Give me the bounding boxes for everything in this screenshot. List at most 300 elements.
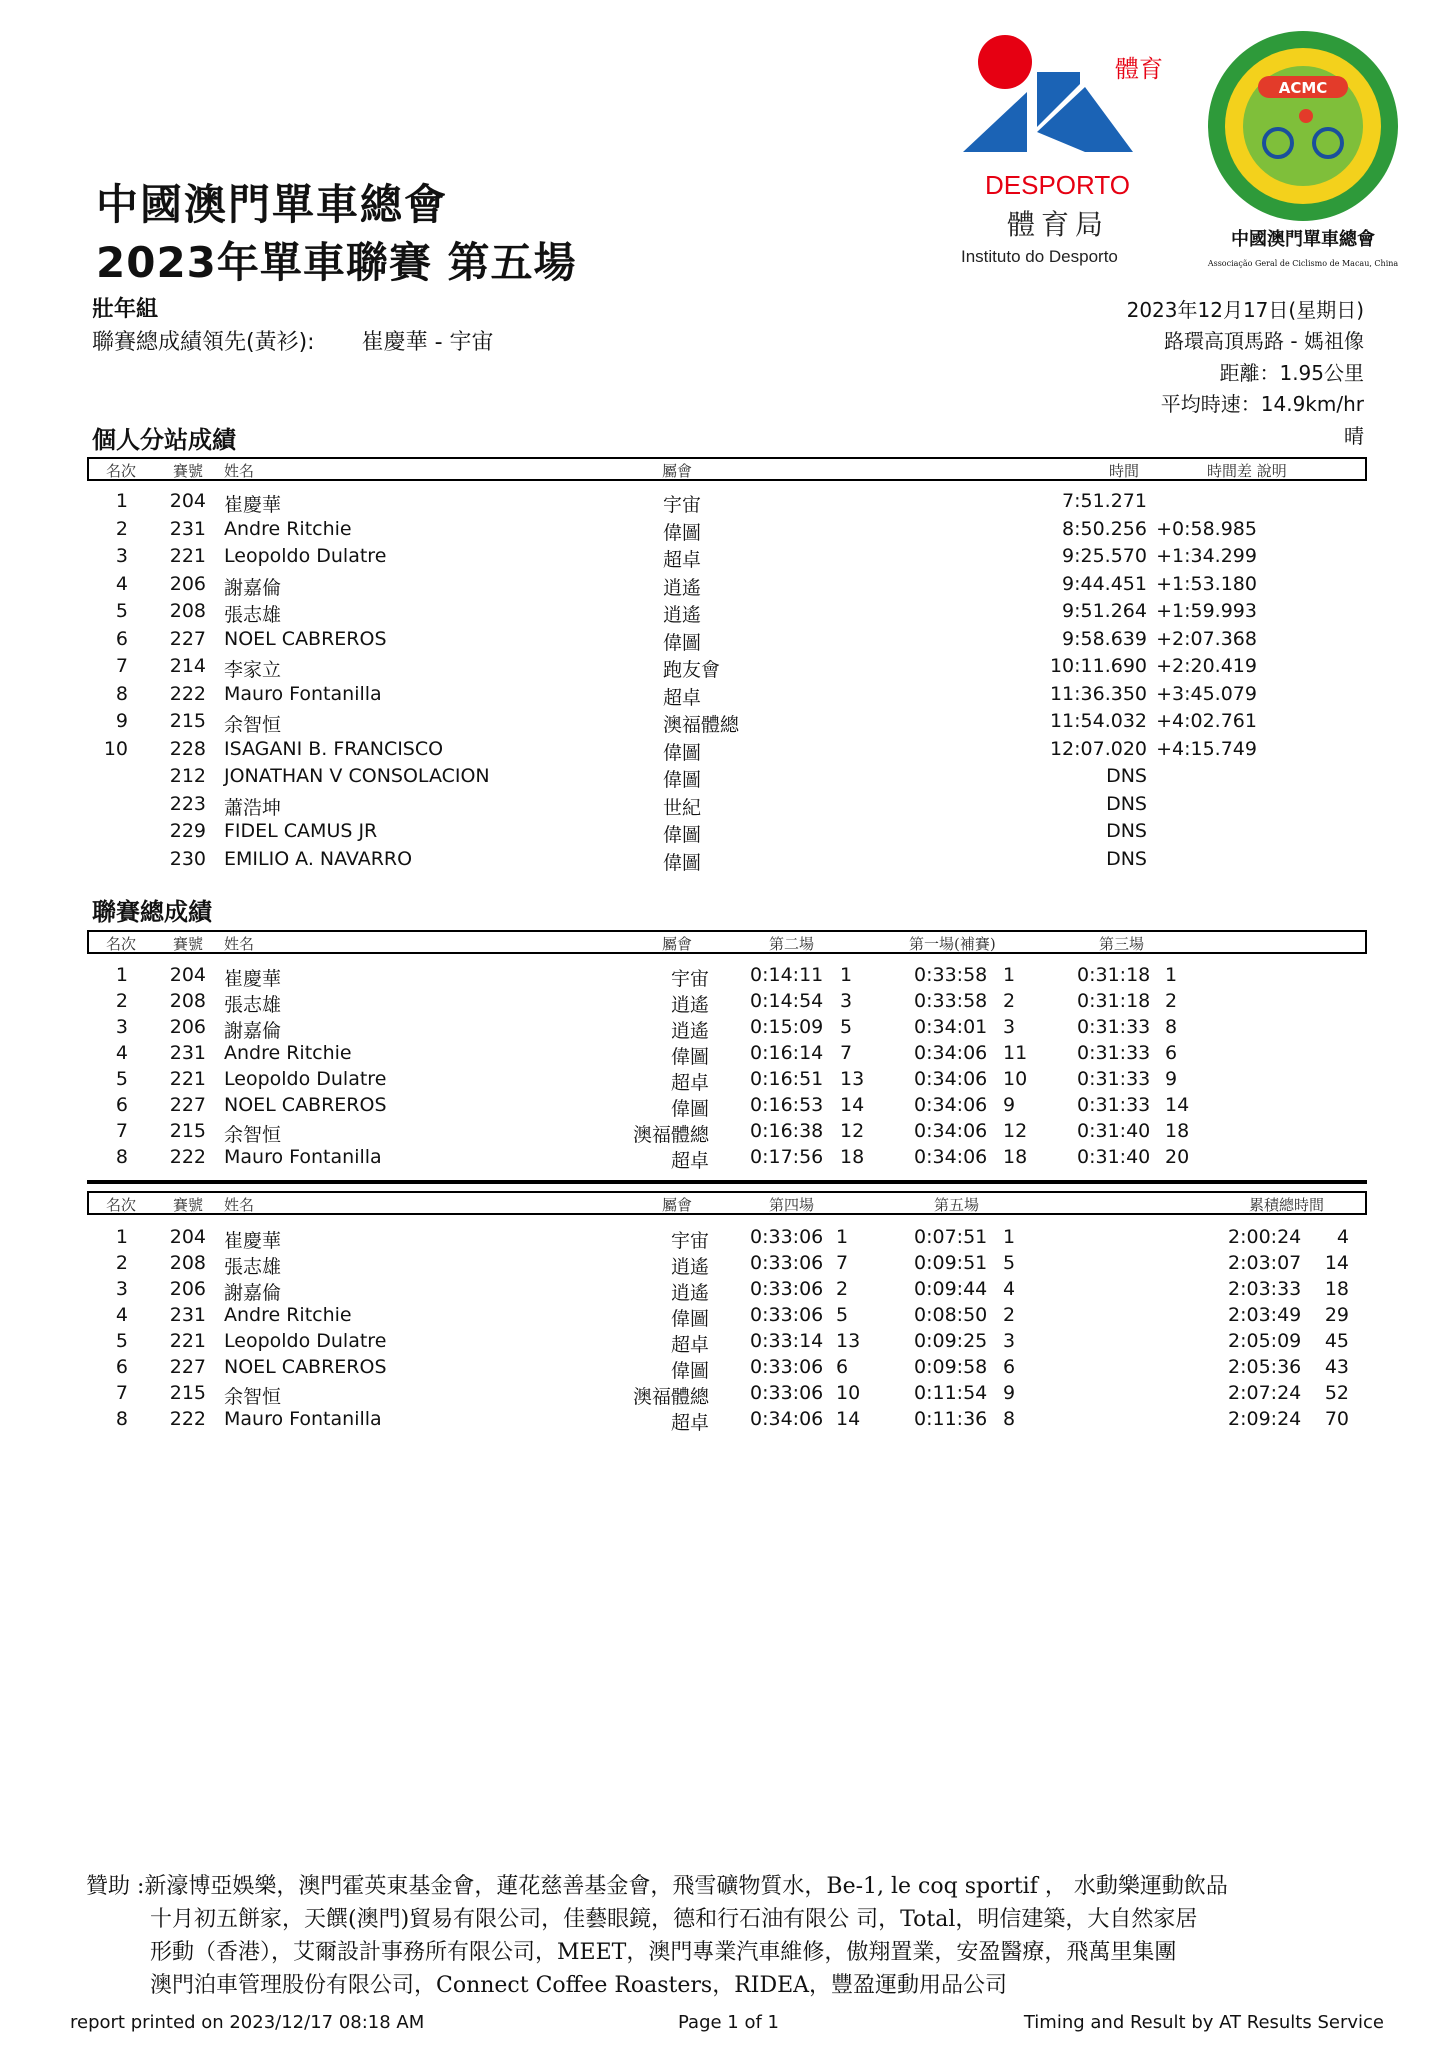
cell-club: 偉圖 [663,521,702,544]
cell-round3-time: 0:31:33 [1077,1068,1151,1090]
col-name: 姓名 [224,1196,255,1214]
cell-round2-place: 18 [840,1146,865,1168]
cell-bib: 231 [169,1042,206,1064]
cell-round5-place: 6 [1003,1356,1016,1378]
cell-time: 11:54.032 [1049,710,1147,732]
cell-round1-time: 0:34:01 [914,1016,988,1038]
cell-round2-time: 0:16:53 [750,1094,824,1116]
col-bib: 賽號 [173,1196,204,1214]
cell-rank: 2 [115,517,128,540]
cell-round2-time: 0:14:54 [750,990,824,1012]
cell-total-time: 2:03:49 [1228,1304,1302,1326]
cell-club: 偉圖 [670,1360,709,1382]
acmc-abbr: ACMC [1278,79,1328,97]
table-row [0,1382,1448,1409]
cell-name: FIDEL CAMUS JR [224,820,378,842]
col-bib: 賽號 [173,935,204,953]
cell-name: Leopoldo Dulatre [224,545,387,567]
cell-club: 超卓 [663,686,702,709]
cell-club: 逍遙 [663,576,702,599]
cell-rank: 9 [115,710,128,732]
sponsor-line: 贊助 :新濠博亞娛樂，澳門霍英東基金會，蓮花慈善基金會，飛雪礦物質水，Be-1, le coq sportif ， 水動樂運動飲品 [86,1874,1228,1899]
cell-round4-time: 0:33:06 [750,1304,824,1326]
cell-rank: 1 [115,490,128,512]
cell-round3-time: 0:31:18 [1077,990,1151,1012]
cell-club: 偉圖 [663,769,702,791]
cell-club: 宇宙 [663,494,702,516]
cell-round4-place: 5 [836,1304,849,1326]
cell-round2-time: 0:15:09 [750,1016,824,1038]
cell-total-time: 2:09:24 [1228,1408,1302,1430]
table-row [0,710,1448,737]
cell-round5-time: 0:07:51 [914,1226,988,1248]
table-row [0,1226,1448,1253]
cell-bib: 204 [169,1226,206,1248]
cell-club: 逍遙 [670,1256,709,1278]
cell-round1-place: 18 [1003,1146,1028,1168]
cell-name: Andre Ritchie [224,1304,352,1326]
table-row [0,1016,1448,1043]
cell-time: 9:44.451 [1062,572,1147,595]
cell-round3-place: 1 [1165,964,1178,986]
race-avg-speed: 平均時速：14.9km/hr [1160,392,1364,416]
cell-bib: 208 [169,600,206,622]
cell-bib: 231 [169,517,206,540]
cell-rank: 6 [115,627,128,650]
cell-bib: 215 [169,1120,206,1142]
desporto-name: DESPORTO [985,170,1130,200]
col-name: 姓名 [224,935,255,953]
cell-total-points: 4 [1336,1226,1349,1248]
age-group: 壯年組 [92,297,159,322]
table-row [0,655,1448,682]
cell-round1-place: 1 [1003,964,1016,986]
cell-round1-time: 0:33:58 [914,964,988,986]
cell-round1-place: 3 [1003,1016,1016,1038]
cell-rank: 4 [115,1042,128,1064]
cell-round2-place: 7 [840,1042,853,1064]
col-bib: 賽號 [173,462,204,480]
cell-bib: 212 [169,765,206,787]
cell-round1-time: 0:34:06 [914,1146,988,1168]
cell-round5-time: 0:11:36 [914,1408,988,1430]
cell-gap: +2:20.419 [1156,655,1257,677]
cell-round2-place: 1 [840,964,853,986]
cell-total-time: 2:00:24 [1228,1226,1302,1248]
cell-time: 7:51.271 [1062,490,1147,512]
cell-round1-place: 10 [1003,1068,1028,1090]
table-row [0,490,1448,517]
cell-club: 逍遙 [663,604,702,626]
cell-club: 超卓 [670,1412,709,1434]
cell-name: 蕭浩坤 [224,796,282,819]
cell-bib: 221 [169,1068,206,1090]
cell-round3-time: 0:31:33 [1077,1042,1151,1064]
cell-bib: 206 [169,572,206,595]
cell-rank: 6 [115,1094,128,1116]
cell-bib: 222 [169,1408,206,1430]
timing-credit: Timing and Result by AT Results Service [1023,2012,1384,2033]
col-total: 累積總時間 [1249,1196,1325,1214]
cell-round5-place: 3 [1003,1330,1016,1352]
cell-time: 12:07.020 [1049,737,1147,760]
cell-round2-place: 12 [840,1120,865,1142]
cell-club: 偉圖 [670,1046,709,1068]
cell-rank: 7 [115,655,128,677]
cell-round4-time: 0:33:06 [750,1278,824,1300]
cell-total-points: 45 [1324,1330,1349,1352]
cell-gap: +1:34.299 [1156,545,1257,567]
cell-gap: +4:15.749 [1156,737,1257,760]
cell-rank: 5 [115,1068,128,1090]
page-number: Page 1 of 1 [678,2012,779,2033]
cell-club: 超卓 [663,549,702,571]
cell-round5-time: 0:09:58 [914,1356,988,1378]
cell-round5-place: 1 [1003,1226,1016,1248]
table-row [0,1042,1448,1069]
cell-round5-place: 4 [1003,1278,1016,1300]
cell-name: Andre Ritchie [224,517,352,540]
cell-round4-time: 0:34:06 [750,1408,824,1430]
table-row [0,1252,1448,1279]
cell-name: Leopoldo Dulatre [224,1330,387,1352]
cell-name: Mauro Fontanilla [224,1408,382,1430]
cell-round4-time: 0:33:06 [750,1226,824,1248]
cell-club: 澳福體總 [632,1386,709,1408]
cell-rank: 2 [115,990,128,1012]
overall-table-header-2 [87,1191,1367,1215]
cell-round4-place: 14 [836,1408,861,1430]
table-row [0,820,1448,847]
cell-bib: 208 [169,990,206,1012]
table-row [0,1120,1448,1147]
cell-round3-place: 8 [1165,1016,1178,1038]
cell-round2-time: 0:14:11 [750,964,824,986]
cell-rank: 4 [115,572,128,595]
cell-rank: 5 [115,600,128,622]
desporto-cn: 體育局 [1007,208,1110,241]
cell-total-points: 70 [1324,1408,1349,1430]
cell-club: 澳福體總 [663,714,740,736]
cell-round5-time: 0:11:54 [914,1382,988,1404]
cell-round3-time: 0:31:18 [1077,964,1151,986]
cell-time: DNS [1106,792,1147,815]
cell-round3-time: 0:31:40 [1077,1120,1151,1142]
cell-round3-time: 0:31:33 [1077,1016,1151,1038]
col-gap: 時間差 說明 [1207,462,1287,480]
cell-time: 9:25.570 [1062,545,1147,567]
sponsor-line: 澳門泊車管理股份有限公司，Connect Coffee Roasters，RIDEA，豐盈運動用品公司 [150,1973,1008,1998]
race-date: 2023年12月17日(星期日) [1126,298,1364,322]
cell-round2-place: 3 [840,990,853,1012]
cell-rank: 6 [115,1356,128,1378]
table-row [0,683,1448,710]
cell-round5-time: 0:08:50 [914,1304,988,1326]
col-club: 屬會 [662,462,693,480]
cell-bib: 221 [169,545,206,567]
cell-rank: 8 [115,682,128,705]
cell-total-time: 2:03:33 [1228,1278,1302,1300]
cell-total-time: 2:07:24 [1228,1382,1302,1404]
col-name: 姓名 [224,462,255,480]
table-row [0,1408,1448,1435]
cell-total-time: 2:03:07 [1228,1252,1302,1274]
table-row [0,1146,1448,1173]
cell-club: 偉圖 [663,741,702,764]
cell-name: 謝嘉倫 [224,1020,282,1042]
cell-name: EMILIO A. NAVARRO [224,847,413,870]
cell-bib: 206 [169,1016,206,1038]
leader-name: 崔慶華 - 宇宙 [361,330,494,355]
cell-name: 崔慶華 [224,1230,282,1252]
cell-club: 偉圖 [663,851,702,874]
race-distance: 距離：1.95公里 [1219,361,1364,385]
cell-round4-time: 0:33:06 [750,1252,824,1274]
table-row [0,1330,1448,1357]
table-row [0,1356,1448,1383]
cell-name: 余智恒 [224,714,282,736]
cell-round4-place: 1 [836,1226,849,1248]
acmc-cn: 中國澳門單車總會 [1231,229,1375,250]
cell-round3-time: 0:31:33 [1077,1094,1151,1116]
cell-round2-place: 5 [840,1016,853,1038]
cell-round5-time: 0:09:51 [914,1252,988,1274]
cell-time: 8:50.256 [1062,517,1147,540]
cell-name: 張志雄 [224,1256,282,1278]
cell-round2-time: 0:16:51 [750,1068,824,1090]
cell-bib: 227 [169,1356,206,1378]
cell-name: JONATHAN V CONSOLACION [224,765,490,787]
cell-time: 11:36.350 [1049,682,1147,705]
overall-table-header-1 [87,930,1367,954]
table-row [0,793,1448,820]
col-club: 屬會 [662,935,693,953]
table-row [0,545,1448,572]
cell-round2-place: 13 [840,1068,865,1090]
cell-round4-place: 13 [836,1330,861,1352]
desporto-side-text: 體育 [1115,55,1163,83]
cell-bib: 228 [169,737,206,760]
cell-total-time: 2:05:09 [1228,1330,1302,1352]
cell-round1-time: 0:33:58 [914,990,988,1012]
cell-club: 超卓 [670,1150,709,1172]
cell-time: DNS [1106,765,1147,787]
cell-round1-time: 0:34:06 [914,1120,988,1142]
cell-bib: 214 [169,655,206,677]
race-course: 路環高頂馬路 - 媽祖像 [1164,329,1364,353]
cell-round4-time: 0:33:06 [750,1382,824,1404]
cell-club: 逍遙 [670,994,709,1016]
cell-rank: 5 [115,1330,128,1352]
cell-gap: +3:45.079 [1156,682,1257,705]
cell-total-points: 29 [1324,1304,1349,1326]
cell-club: 世紀 [663,796,702,819]
cell-round3-place: 2 [1165,990,1178,1012]
cell-bib: 221 [169,1330,206,1352]
cell-bib: 229 [169,820,206,842]
cell-bib: 222 [169,1146,206,1168]
cell-club: 宇宙 [670,1230,709,1252]
cell-name: Mauro Fontanilla [224,1146,382,1168]
cell-total-time: 2:05:36 [1228,1356,1302,1378]
cell-round4-place: 6 [836,1356,849,1378]
cell-round4-time: 0:33:14 [750,1330,824,1352]
cell-round5-place: 9 [1003,1382,1016,1404]
table-row [0,1278,1448,1305]
cell-club: 偉圖 [670,1098,709,1120]
cell-club: 超卓 [670,1072,709,1094]
cell-name: 崔慶華 [224,494,282,516]
page-subtitle: 2023年單車聯賽 第五場 [96,238,577,287]
cell-bib: 222 [169,682,206,705]
col-round5: 第五場 [934,1196,980,1214]
cell-total-points: 52 [1324,1382,1349,1404]
cell-total-points: 14 [1324,1252,1349,1274]
col-rank: 名次 [106,935,137,953]
desporto-pt: Instituto do Desporto [961,247,1118,266]
cell-round1-time: 0:34:06 [914,1042,988,1064]
cell-rank: 7 [115,1120,128,1142]
col-rank: 名次 [106,1196,137,1214]
col-time: 時間 [1109,462,1140,480]
sponsor-line: 十月初五餅家，天饌(澳門)貿易有限公司，佳藝眼鏡，德和行石油有限公 司，Total，明信建築，大自然家居 [150,1907,1198,1932]
cell-round4-time: 0:33:06 [750,1356,824,1378]
stage-section-title: 個人分站成績 [92,426,236,454]
sponsor-line: 形動（香港），艾爾設計事務所有限公司，MEET，澳門專業汽車維修，傲翔置業，安盈醫療，飛萬里集團 [150,1940,1177,1965]
cell-name: NOEL CABREROS [224,1356,387,1378]
table-row [0,628,1448,655]
cell-round2-time: 0:17:56 [750,1146,824,1168]
cell-round4-place: 2 [836,1278,849,1300]
cell-round3-place: 20 [1165,1146,1190,1168]
cell-time: 9:51.264 [1062,600,1147,622]
cell-rank: 3 [115,1278,128,1300]
table-row [0,765,1448,792]
cell-rank: 7 [115,1382,128,1404]
cell-round2-time: 0:16:14 [750,1042,824,1064]
page-title: 中國澳門單車總會 [96,180,449,229]
cell-bib: 227 [169,1094,206,1116]
race-weather: 晴 [1344,424,1364,448]
cell-round3-place: 9 [1165,1068,1178,1090]
cell-name: 余智恒 [224,1124,282,1146]
overall-section-title: 聯賽總成績 [92,898,212,926]
table-row [0,990,1448,1017]
cell-name: 余智恒 [224,1386,282,1408]
cell-name: 李家立 [224,659,282,681]
cell-round4-place: 7 [836,1252,849,1274]
acmc-pt: Associação Geral de Ciclismo de Macau, China [1207,259,1399,268]
col-round2: 第二場 [769,935,815,953]
cell-name: NOEL CABREROS [224,1094,387,1116]
cell-bib: 231 [169,1304,206,1326]
cell-total-points: 43 [1324,1356,1349,1378]
cell-round4-place: 10 [836,1382,861,1404]
table-row [0,738,1448,765]
cell-club: 超卓 [670,1334,709,1356]
col-round4: 第四場 [769,1196,815,1214]
cell-club: 跑友會 [663,659,721,681]
cell-club: 逍遙 [670,1020,709,1042]
cell-club: 宇宙 [670,968,709,990]
cell-club: 逍遙 [670,1282,709,1304]
table-divider [87,1180,1367,1184]
cell-time: DNS [1106,820,1147,842]
cell-club: 偉圖 [670,1308,709,1330]
cell-time: 10:11.690 [1049,655,1147,677]
stage-table-header [87,457,1367,481]
table-row [0,1304,1448,1331]
cell-bib: 227 [169,627,206,650]
table-row [0,964,1448,991]
cell-name: 崔慶華 [224,968,282,990]
cell-club: 偉圖 [663,824,702,846]
cell-bib: 204 [169,490,206,512]
cell-name: ISAGANI B. FRANCISCO [224,737,444,760]
cell-bib: 215 [169,710,206,732]
cell-rank: 1 [115,1226,128,1248]
cell-round3-time: 0:31:40 [1077,1146,1151,1168]
cell-rank: 10 [103,737,128,760]
col-round1: 第一場(補賽) [909,935,996,953]
cell-rank: 1 [115,964,128,986]
leader-label: 聯賽總成績領先(黃衫): [92,330,315,355]
cell-total-points: 18 [1324,1278,1349,1300]
cell-round1-place: 2 [1003,990,1016,1012]
cell-gap: +2:07.368 [1156,627,1257,650]
printed-timestamp: report printed on 2023/12/17 08:18 AM [70,2012,425,2033]
cell-name: Andre Ritchie [224,1042,352,1064]
col-rank: 名次 [106,462,137,480]
cell-rank: 3 [115,1016,128,1038]
cell-name: 謝嘉倫 [224,1282,282,1304]
cell-round5-time: 0:09:25 [914,1330,988,1352]
cell-bib: 215 [169,1382,206,1404]
desporto-logo [955,32,1163,270]
cell-bib: 206 [169,1278,206,1300]
cell-round1-place: 11 [1003,1042,1028,1064]
cell-name: 張志雄 [224,994,282,1016]
table-row [0,1094,1448,1121]
cell-round5-place: 8 [1003,1408,1016,1430]
cell-round5-place: 5 [1003,1252,1016,1274]
cell-gap: +0:58.985 [1156,517,1257,540]
cell-round1-place: 12 [1003,1120,1028,1142]
cell-gap: +1:53.180 [1156,572,1257,595]
cell-round5-place: 2 [1003,1304,1016,1326]
cell-rank: 8 [115,1408,128,1430]
table-row [0,600,1448,627]
cell-club: 澳福體總 [632,1124,709,1146]
cell-time: DNS [1106,847,1147,870]
acmc-logo [1198,28,1408,273]
cell-rank: 4 [115,1304,128,1326]
cell-gap: +4:02.761 [1156,710,1257,732]
cell-round2-time: 0:16:38 [750,1120,824,1142]
col-round3: 第三場 [1099,935,1145,953]
cell-gap: +1:59.993 [1156,600,1257,622]
cell-round1-place: 9 [1003,1094,1016,1116]
table-row [0,518,1448,545]
cell-bib: 230 [169,847,206,870]
cell-rank: 3 [115,545,128,567]
cell-name: 張志雄 [224,604,282,626]
cell-bib: 223 [169,792,206,815]
cell-name: Mauro Fontanilla [224,682,382,705]
sponsor-block [86,1870,1406,2002]
cell-bib: 208 [169,1252,206,1274]
cell-round2-place: 14 [840,1094,865,1116]
